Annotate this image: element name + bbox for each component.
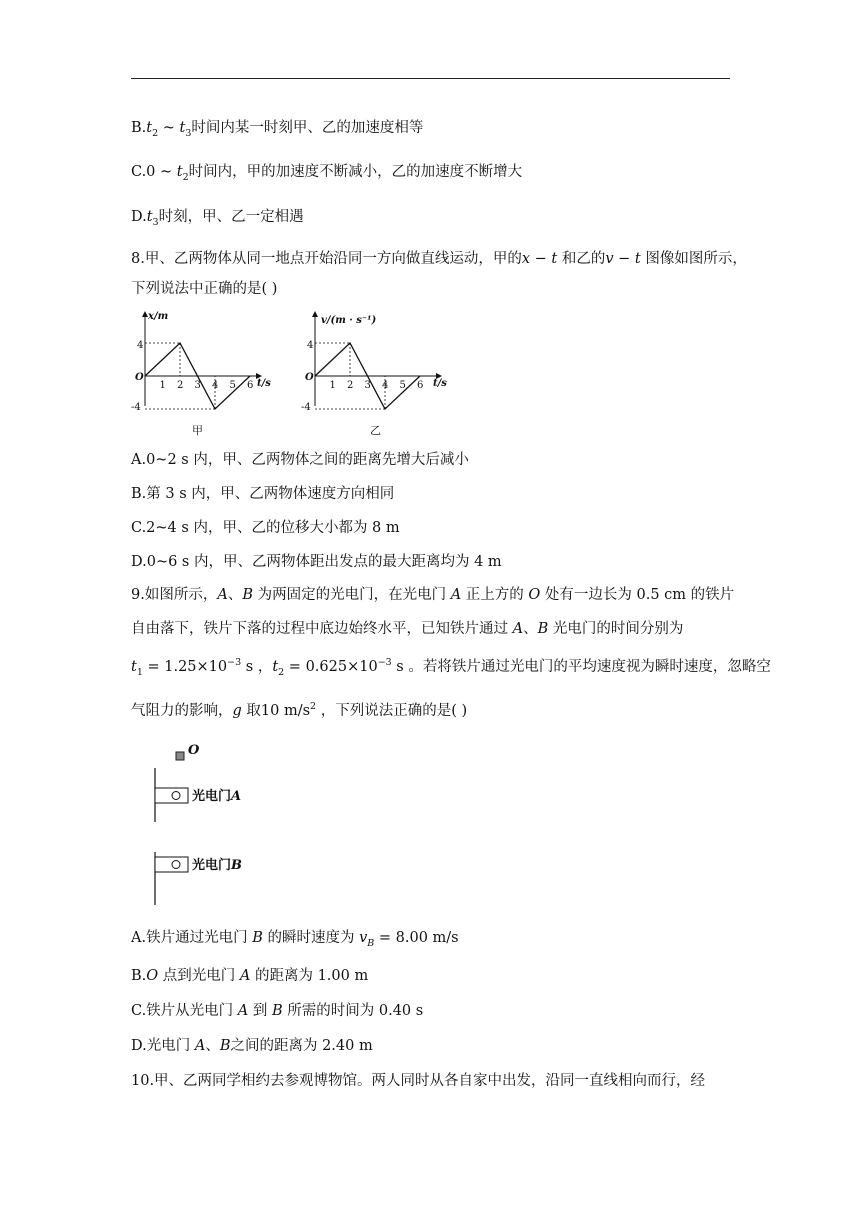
gate-b-label: 光电门B bbox=[192, 858, 243, 873]
x-tick-label: 2 bbox=[347, 380, 354, 391]
x-tick-label: 1 bbox=[159, 380, 166, 391]
y-axis-label: x/m bbox=[148, 311, 169, 322]
x-tick-label: 6 bbox=[417, 380, 424, 391]
q8-stem-line2: 下列说法中正确的是( ) bbox=[131, 281, 278, 297]
header-rule bbox=[131, 78, 730, 79]
x-tick-label: 3 bbox=[364, 380, 371, 391]
y-tick-pos: 4 bbox=[137, 340, 144, 351]
x-tick-label: 5 bbox=[399, 380, 406, 391]
q8-option-b: B.第 3 s 内，甲、乙两物体速度方向相同 bbox=[131, 486, 395, 502]
x-tick-label: 5 bbox=[229, 380, 236, 391]
y-tick-neg: -4 bbox=[301, 402, 311, 413]
x-axis-label: t/s bbox=[257, 378, 271, 389]
q8-option-a: A.0~2 s 内，甲、乙两物体之间的距离先增大后减小 bbox=[131, 452, 469, 468]
gate-a-label: 光电门A bbox=[192, 789, 242, 804]
x-tick-label: 4 bbox=[382, 380, 389, 391]
gate-a-sensor-icon bbox=[172, 792, 180, 800]
x-tick-label: 4 bbox=[212, 380, 219, 391]
q9-option-b: B.O 点到光电门 A 的距离为 1.00 m bbox=[131, 968, 369, 984]
q8-option-d: D.0~6 s 内，甲、乙两物体距出发点的最大距离均为 4 m bbox=[131, 554, 502, 570]
point-o-label: O bbox=[188, 743, 200, 758]
q10-stem: 10.甲、乙两同学相约去参观博物馆。两人同时从各自家中出发，沿同一直线相向而行，经 bbox=[131, 1073, 706, 1089]
photogate-figure bbox=[140, 740, 300, 910]
x-tick-label: 3 bbox=[194, 380, 201, 391]
q9-stem-line1: 9.如图所示，A、B 为两固定的光电门，在光电门 A 正上方的 O 处有一边长为 0.5 cm 的铁片 bbox=[131, 587, 735, 603]
q9-option-a: A.铁片通过光电门 B 的瞬时速度为 $v_B = 8.00$ m/s bbox=[131, 930, 459, 949]
option-b-prev: $B.t_2$ ~ $t_3$时间内某一时刻甲、乙的加速度相等 bbox=[131, 120, 424, 139]
y-axis-label: v/(m · s⁻¹) bbox=[321, 315, 377, 326]
caption-yi: 乙 bbox=[370, 424, 381, 437]
caption-jia: 甲 bbox=[192, 424, 203, 437]
q8-option-c: C.2~4 s 内，甲、乙的位移大小都为 8 m bbox=[131, 520, 400, 536]
x-tick-label: 6 bbox=[247, 380, 254, 391]
iron-plate-icon bbox=[176, 752, 184, 760]
origin-label: O bbox=[135, 372, 144, 383]
gate-b-sensor-icon bbox=[172, 861, 180, 869]
y-tick-neg: -4 bbox=[131, 402, 141, 413]
y-tick-pos: 4 bbox=[307, 340, 314, 351]
option-d-prev: $D.t_3$时刻，甲、乙一定相遇 bbox=[131, 209, 304, 228]
q9-stem-line4: 气阻力的影响，g 取10 $m/s^2$ ，下列说法正确的是( ) bbox=[131, 701, 468, 719]
q9-stem-line2: 自由落下，铁片下落的过程中底边始终水平，已知铁片通过 A、B 光电门的时间分别为 bbox=[131, 621, 684, 637]
x-tick-label: 1 bbox=[329, 380, 336, 391]
graph-jia bbox=[125, 306, 295, 442]
option-c-prev: C.0 ~ $t_2$时间内，甲的加速度不断减小，乙的加速度不断增大 bbox=[131, 164, 523, 183]
x-axis-label: t/s bbox=[433, 378, 447, 389]
q9-option-c: C.铁片从光电门 A 到 B 所需的时间为 0.40 s bbox=[131, 1003, 424, 1019]
graph-yi bbox=[295, 306, 465, 442]
q9-stem-line3: $t_1 = 1.25\times 10^{-3}$ s ，$t_2 = 0.625\times 10^{-3}$ s 。若将铁片通过光电门的平均速度视为瞬时速度，忽略空 bbox=[131, 657, 771, 678]
q8-stem-line1: 8.甲、乙两物体从同一地点开始沿同一方向做直线运动，甲的x − t 和乙的v − t 图像如图所示， bbox=[131, 251, 747, 267]
q9-option-d: D.光电门 A、B之间的距离为 2.40 m bbox=[131, 1038, 373, 1054]
origin-label: O bbox=[305, 372, 314, 383]
x-tick-label: 2 bbox=[177, 380, 184, 391]
